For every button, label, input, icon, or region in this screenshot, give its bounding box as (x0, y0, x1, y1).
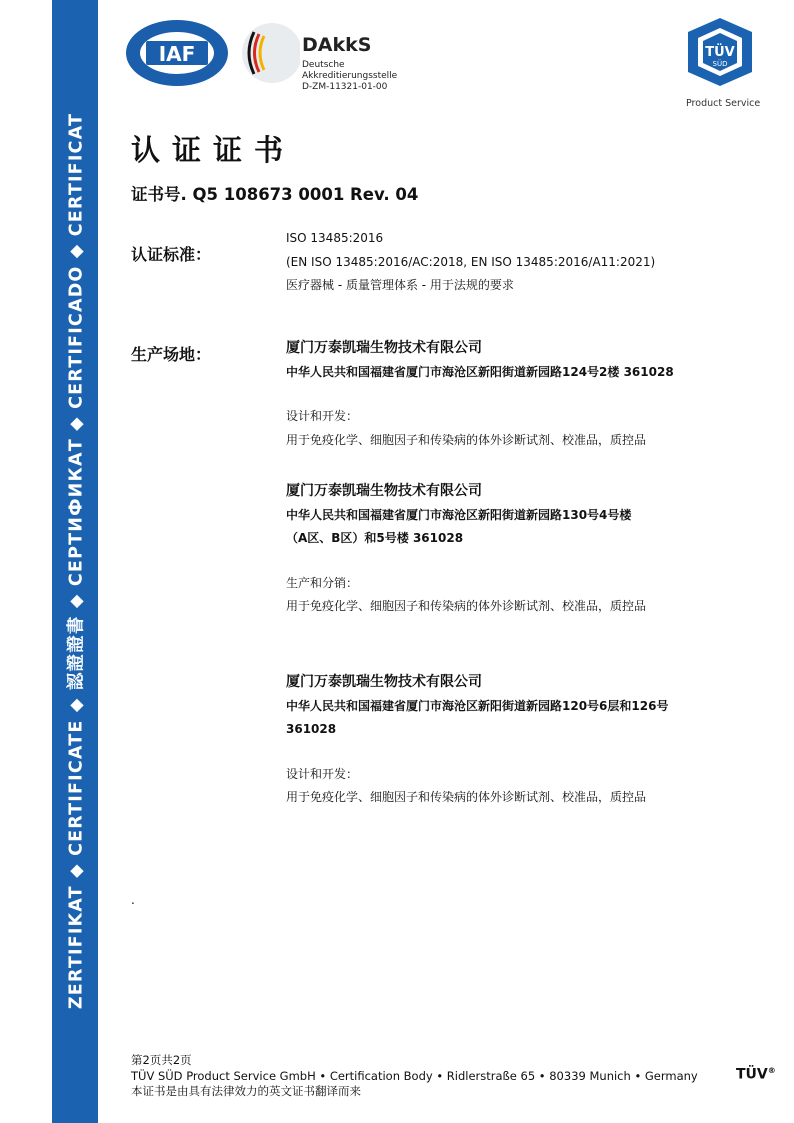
footer-translation-note: 本证书是由具有法律效力的英文证书翻译而来 (131, 1084, 361, 1098)
tuv-logo-sub: SÜD (712, 60, 728, 68)
tuv-caption: Product Service (686, 98, 761, 109)
site-3-scope: 用于免疫化学、细胞因子和传染病的体外诊断试剂、校准品，质控品 (286, 790, 647, 804)
site-2 (286, 480, 756, 619)
standard-line-2: (EN ISO 13485:2016/AC:2018, EN ISO 13485:2016/A11:2021) (286, 254, 656, 269)
site-1-scope: 用于免疫化学、细胞因子和传染病的体外诊断试剂、校准品，质控品 (286, 432, 647, 447)
page-title: 认证证书 (131, 133, 296, 167)
site-1 (286, 337, 756, 452)
site-label: 生产场地： (131, 345, 212, 364)
standard-line-1: ISO 13485:2016 (286, 231, 384, 245)
site-2-scope: 用于免疫化学、细胞因子和传染病的体外诊断试剂、校准品，质控品 (286, 599, 647, 613)
tuv-logo-text: TÜV (705, 45, 735, 60)
dakks-line-1: Deutsche (302, 60, 345, 70)
site-3-address-line-1: 中华人民共和国福建省厦门市海沧区新阳街道新园路120号6层和126号 (286, 698, 669, 713)
tuv-footer-mark (736, 1066, 776, 1083)
standard-content (286, 227, 756, 298)
standard-label: 认证标准： (131, 245, 212, 264)
certificate-number: 证书号. Q5 108673 0001 Rev. 04 (131, 185, 419, 204)
site-3-scope-label: 设计和开发： (286, 766, 359, 781)
stray-dot: . (131, 893, 135, 907)
footer-issuer: TÜV SÜD Product Service GmbH • Certification Body • Ridlerstraße 65 • 80339 Munich • Germany (131, 1068, 698, 1083)
dakks-line-3: D-ZM-11321-01-00 (302, 82, 388, 92)
footer-page-number: 第2页共2页 (131, 1053, 192, 1067)
registered-mark: ® (767, 1066, 776, 1075)
iaf-logo-text: IAF (158, 42, 196, 66)
dakks-name: DAkkS (302, 34, 372, 56)
sidebar-certificate-text: ZERTIFIKAT ◆ CERTIFICATE ◆ 認證證書 ◆ СЕРТИФИКАТ ◆ CERTIFICADO ◆ CERTIFICAT (66, 112, 87, 1010)
site-1-company: 厦门万泰凯瑞生物技术有限公司 (286, 340, 482, 356)
site-1-scope-label: 设计和开发： (286, 409, 359, 423)
footer (131, 1053, 698, 1100)
site-1-address-line-1: 中华人民共和国福建省厦门市海沧区新阳街道新园路124号2楼 361028 (286, 364, 674, 379)
site-2-address-line-1: 中华人民共和国福建省厦门市海沧区新阳街道新园路130号4号楼 (286, 507, 632, 522)
site-2-address-line-2: （A区、B区）和5号楼 361028 (286, 531, 464, 545)
site-3 (286, 671, 756, 810)
iaf-logo (124, 18, 230, 88)
dakks-line-2: Akkreditierungsstelle (302, 71, 398, 81)
site-3-company: 厦门万泰凯瑞生物技术有限公司 (286, 674, 482, 690)
site-2-scope-label: 生产和分销： (286, 575, 359, 590)
site-2-company: 厦门万泰凯瑞生物技术有限公司 (286, 483, 482, 499)
dakks-emblem (240, 18, 300, 88)
site-3-address-line-2: 361028 (286, 722, 337, 736)
header-logos (124, 14, 764, 114)
tuv-footer-text: TÜV (736, 1066, 768, 1083)
standard-line-3: 医疗器械 - 质量管理体系 - 用于法规的要求 (286, 278, 514, 292)
tuv-sud-logo (684, 16, 756, 96)
